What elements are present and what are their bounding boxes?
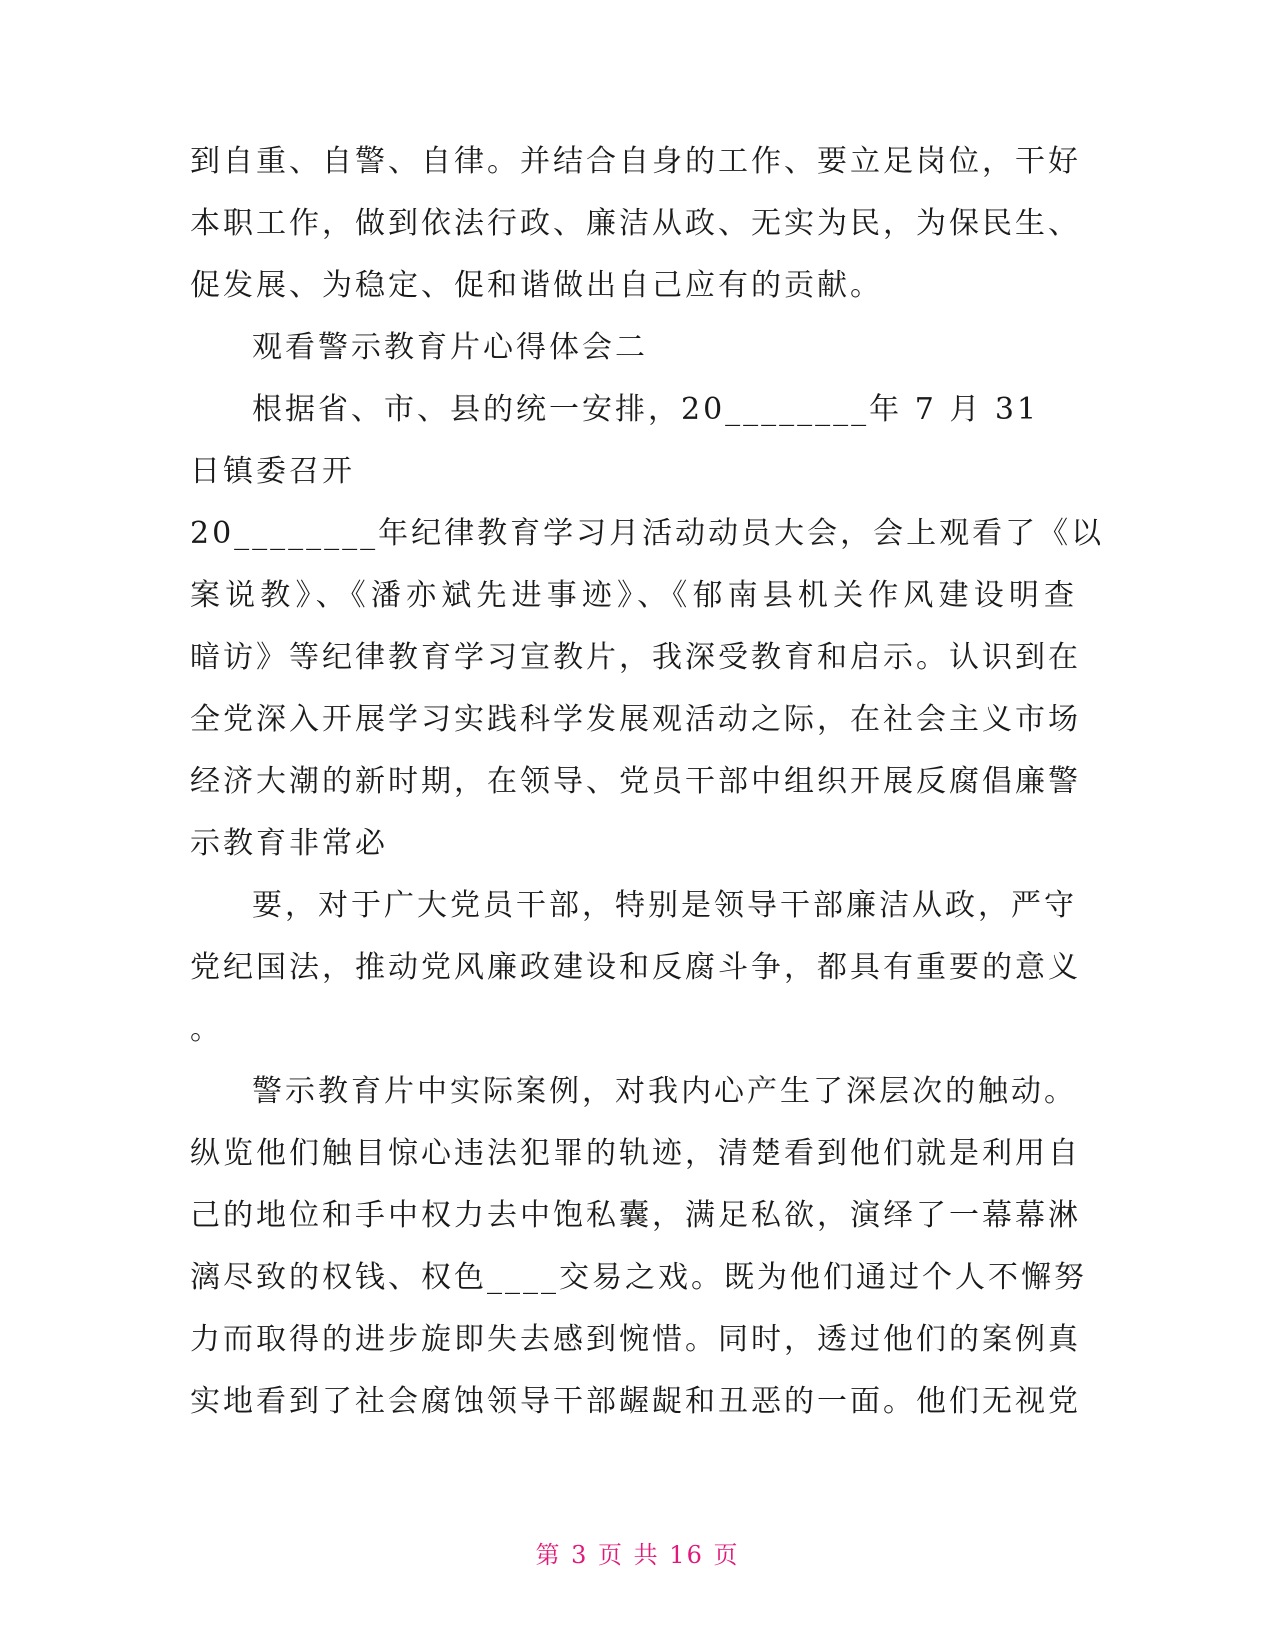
text-line: 己的地位和手中权力去中饱私囊，满足私欲，演绎了一幕幕淋 [190, 1198, 1081, 1233]
page-number-footer: 第 3 页 共 16 页 [535, 1541, 740, 1569]
text-line: 到自重、自警、自律。并结合自身的工作、要立足岗位，干好 [190, 144, 1081, 179]
text-line: 20________年纪律教育学习月活动动员大会，会上观看了《以 [190, 516, 1105, 551]
text-line: 暗访》等纪律教育学习宣教片，我深受教育和启示。认识到在 [190, 640, 1081, 675]
text-line: 要，对于广大党员干部，特别是领导干部廉洁从政，严守 [252, 888, 1077, 923]
text-line: 本职工作，做到依法行政、廉洁从政、无实为民，为保民生、 [190, 206, 1081, 241]
section-heading: 观看警示教育片心得体会二 [252, 330, 648, 365]
text-line: 党纪国法，推动党风廉政建设和反腐斗争，都具有重要的意义 [190, 950, 1081, 985]
text-line: 。 [190, 1012, 223, 1047]
text-line: 示教育非常必 [190, 826, 388, 861]
text-line: 力而取得的进步旋即失去感到惋惜。同时，透过他们的案例真 [190, 1322, 1081, 1357]
text-line: 日镇委召开 [190, 454, 355, 489]
text-line: 实地看到了社会腐蚀领导干部龌龊和丑恶的一面。他们无视党 [190, 1384, 1081, 1419]
text-line: 经济大潮的新时期，在领导、党员干部中组织开展反腐倡廉警 [190, 764, 1081, 799]
text-line: 案说教》、《潘亦斌先进事迹》、《郁南县机关作风建设明查 [190, 578, 1077, 613]
text-line: 漓尽致的权钱、权色____交易之戏。既为他们通过个人不懈努 [190, 1260, 1087, 1295]
text-line: 促发展、为稳定、促和谐做出自己应有的贡献。 [190, 268, 883, 303]
text-line: 警示教育片中实际案例，对我内心产生了深层次的触动。 [252, 1074, 1077, 1109]
text-line: 全党深入开展学习实践科学发展观活动之际，在社会主义市场 [190, 702, 1081, 737]
text-line: 纵览他们触目惊心违法犯罪的轨迹，清楚看到他们就是利用自 [190, 1136, 1081, 1171]
text-line: 根据省、市、县的统一安排，20________年 7 月 31 [252, 392, 1040, 427]
